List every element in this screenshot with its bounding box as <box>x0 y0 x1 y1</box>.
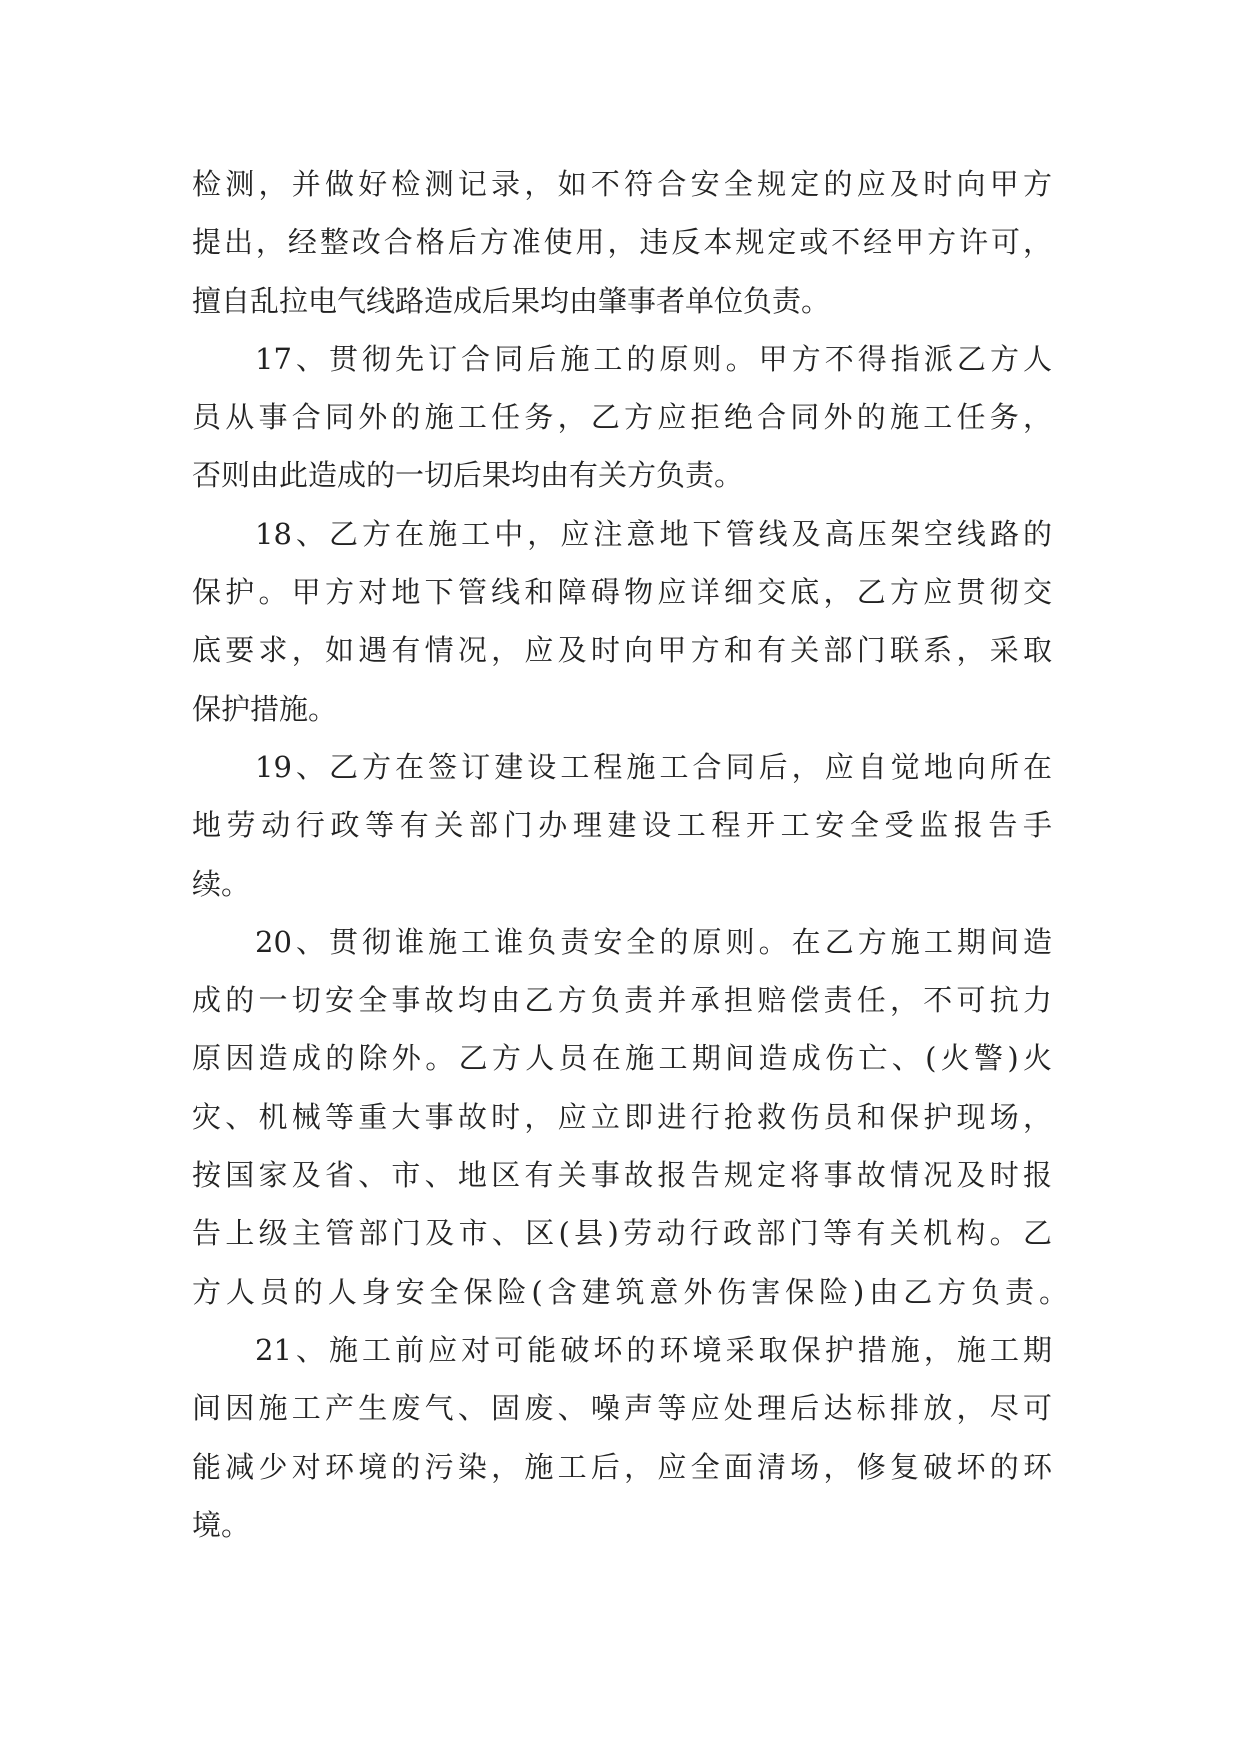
text-line: 间因施工产生废气、固废、噪声等应处理后达标排放，尽可 <box>192 1391 1052 1426</box>
text-line: 擅自乱拉电气线路造成后果均由肇事者单位负责。 <box>192 283 831 318</box>
text-line: 底要求，如遇有情况，应及时向甲方和有关部门联系，采取 <box>192 633 1052 668</box>
text-line: 19、乙方在签订建设工程施工合同后，应自觉地向所在 <box>255 749 1052 784</box>
paragraph-19 <box>192 738 1052 913</box>
text-line: 保护。甲方对地下管线和障碍物应详细交底，乙方应贯彻交 <box>192 575 1052 610</box>
text-line: 18、乙方在施工中，应注意地下管线及高压架空线路的 <box>255 516 1052 551</box>
text-line: 按国家及省、市、地区有关事故报告规定将事故情况及时报 <box>192 1158 1052 1193</box>
paragraph-20 <box>192 913 1068 1321</box>
text-line: 成的一切安全事故均由乙方负责并承担赔偿责任，不可抗力 <box>192 983 1052 1018</box>
text-line: 17、贯彻先订合同后施工的原则。甲方不得指派乙方人 <box>255 341 1052 376</box>
paragraph-21 <box>192 1321 1052 1554</box>
text-line: 地劳动行政等有关部门办理建设工程开工安全受监报告手 <box>192 808 1052 843</box>
paragraph-18 <box>192 505 1052 738</box>
text-line: 提出，经整改合格后方准使用，违反本规定或不经甲方许可， <box>192 225 1052 260</box>
text-line: 保护措施。 <box>192 691 338 726</box>
text-line: 续。 <box>192 866 251 901</box>
text-line: 能减少对环境的污染，施工后，应全面清场，修复破坏的环 <box>192 1449 1052 1484</box>
text-line: 20、贯彻谁施工谁负责安全的原则。在乙方施工期间造 <box>255 924 1052 959</box>
text-line: 灾、机械等重大事故时，应立即进行抢救伤员和保护现场， <box>192 1099 1052 1134</box>
text-line: 告上级主管部门及市、区(县)劳动行政部门等有关机构。乙 <box>192 1216 1052 1251</box>
document-body <box>192 155 1068 1554</box>
paragraph-continuation <box>192 155 1052 330</box>
paragraph-17 <box>192 330 1052 505</box>
text-line: 原因造成的除外。乙方人员在施工期间造成伤亡、(火警)火 <box>192 1041 1052 1076</box>
text-line: 员从事合同外的施工任务，乙方应拒绝合同外的施工任务， <box>192 400 1052 435</box>
text-line: 21、施工前应对可能破坏的环境采取保护措施，施工期 <box>255 1332 1052 1367</box>
text-line: 方人员的人身安全保险(含建筑意外伤害保险)由乙方负责。 <box>192 1274 1068 1309</box>
text-line: 境。 <box>192 1507 251 1542</box>
text-line: 检测，并做好检测记录，如不符合安全规定的应及时向甲方 <box>192 167 1052 201</box>
text-line: 否则由此造成的一切后果均由有关方负责。 <box>192 458 744 493</box>
